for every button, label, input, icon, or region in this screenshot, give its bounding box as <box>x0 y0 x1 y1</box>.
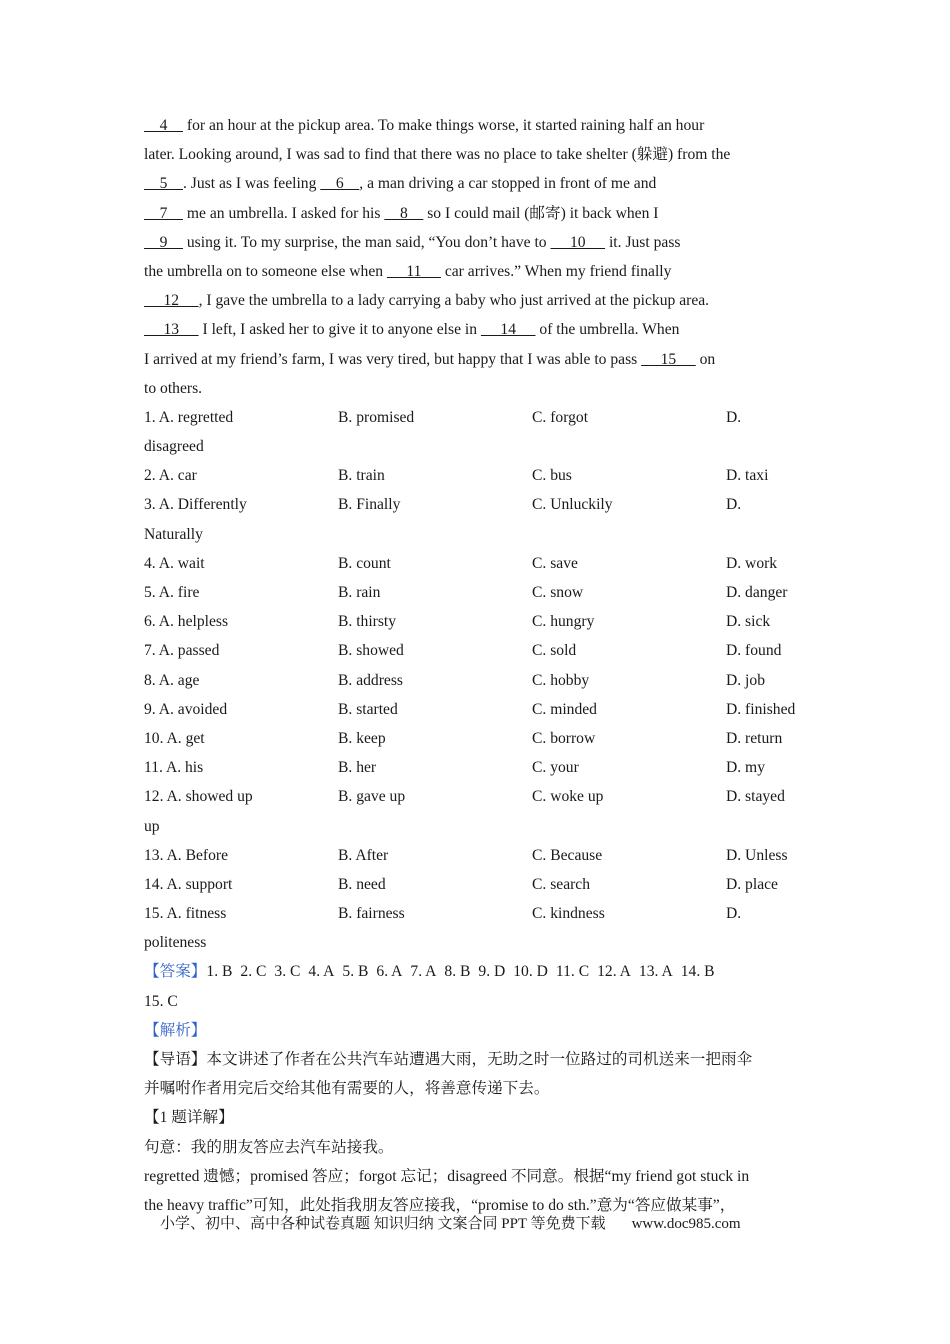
option-b: B. train <box>338 467 385 485</box>
answer-items <box>206 963 722 980</box>
option-d: D. found <box>726 642 782 660</box>
answer-item: 13. A <box>638 963 673 981</box>
answer-item: 15. C <box>144 992 178 1010</box>
option-b: B. gave up <box>338 788 406 806</box>
option-d: D. place <box>726 875 778 893</box>
option-b: B. promised <box>338 408 415 426</box>
option-d: D. <box>726 408 742 426</box>
passage-line-1: 4 for an hour at the pickup area. To make things worse, it started raining half an hour <box>144 117 705 134</box>
passage-line-2: later. Looking around, I was sad to find that there was no place to take shelter (躲避) from the <box>144 146 731 164</box>
option-c: C. save <box>532 554 578 572</box>
option-a: 11. A. his <box>144 759 204 777</box>
option-wrap: up <box>144 817 160 835</box>
passage-line-3: 5 . Just as I was feeling 6 , a man driving a car stopped in front of me and <box>144 175 657 193</box>
option-c: C. hungry <box>532 613 595 631</box>
option-b: B. keep <box>338 729 386 747</box>
answer-item: 12. A <box>597 963 631 981</box>
blank-12: 12 <box>144 292 199 310</box>
option-wrap: Naturally <box>144 525 203 543</box>
option-a: 7. A. passed <box>144 642 220 660</box>
answer-item: 1. B <box>206 963 233 981</box>
option-c: C. Unluckily <box>532 496 613 514</box>
blank-6: 6 <box>320 175 360 193</box>
guide-line-2: 并嘱咐作者用完后交给其他有需要的人，将善意传递下去。 <box>144 1080 550 1098</box>
passage-line-10: to others. <box>144 379 203 397</box>
answer-item: 10. D <box>513 963 548 981</box>
option-a: 12. A. showed up <box>144 788 253 806</box>
q1-detail-title: 【1 题详解】 <box>144 1109 234 1127</box>
blank-9: 9 <box>144 233 183 251</box>
q1-explanation-2: the heavy traffic”可知，此处指我朋友答应接我，“promise to do sth.”意为“答应做某事”， <box>144 1196 736 1214</box>
option-a: 14. A. support <box>144 875 233 893</box>
option-d: D. Unless <box>726 846 788 864</box>
passage-line-4: 7 me an umbrella. I asked for his 8 so I could mail (邮寄) it back when I <box>144 204 659 222</box>
page-footer <box>160 1212 800 1233</box>
option-wrap: disagreed <box>144 438 204 456</box>
option-a: 8. A. age <box>144 671 200 689</box>
option-c: C. kindness <box>532 905 605 923</box>
option-row <box>144 461 814 490</box>
document-page <box>144 111 814 1220</box>
analysis-heading <box>144 1016 814 1045</box>
option-row <box>144 724 814 753</box>
option-b: B. rain <box>338 584 381 601</box>
option-row <box>144 753 814 782</box>
passage-line-5: 9 using it. To my surprise, the man said, “You don’t have to 10 it. Just pass <box>144 233 681 251</box>
option-a: 1. A. regretted <box>144 408 234 426</box>
answer-label: 【答案】 <box>144 963 207 981</box>
option-b: B. her <box>338 759 377 777</box>
option-b: B. address <box>338 671 403 689</box>
option-c: C. borrow <box>532 729 596 747</box>
answer-item: 7. A <box>410 963 437 981</box>
option-c: C. forgot <box>532 408 589 426</box>
option-a: 5. A. fire <box>144 584 200 601</box>
passage-line-8: 13 I left, I asked her to give it to anyone else in 14 of the umbrella. When <box>144 321 680 339</box>
option-row <box>144 870 814 899</box>
option-a: 2. A. car <box>144 467 197 485</box>
passage-line-6: the umbrella on to someone else when 11 car arrives.” When my friend finally <box>144 262 672 280</box>
option-b: B. started <box>338 700 398 718</box>
option-d: D. sick <box>726 613 771 631</box>
option-b: B. need <box>338 875 386 893</box>
blank-5: 5 <box>144 175 183 193</box>
option-row <box>144 403 814 432</box>
blank-8: 8 <box>384 204 424 222</box>
option-d: D. danger <box>726 584 788 601</box>
option-row <box>144 607 814 636</box>
answer-item: 14. B <box>680 963 715 981</box>
option-d: D. <box>726 496 742 514</box>
option-row <box>144 782 814 811</box>
option-d: D. my <box>726 759 765 777</box>
option-c: C. woke up <box>532 788 604 806</box>
option-row <box>144 899 814 928</box>
answer-line-2 <box>144 987 814 1016</box>
option-row <box>144 636 814 665</box>
option-row <box>144 841 814 870</box>
passage-line-9: I arrived at my friend’s farm, I was very tired, but happy that I was able to pass 15 on <box>144 350 716 368</box>
option-b: B. Finally <box>338 496 401 514</box>
answer-item: 6. A <box>376 963 403 981</box>
passage-line-7: 12 , I gave the umbrella to a lady carrying a baby who just arrived at the pickup area. <box>144 292 710 310</box>
answer-item: 9. D <box>478 963 506 981</box>
option-c: C. search <box>532 875 591 893</box>
answer-item: 2. C <box>240 963 267 981</box>
footer-url[interactable]: www.doc985.com <box>631 1216 741 1232</box>
blank-10: 10 <box>550 233 606 251</box>
blank-7: 7 <box>144 204 183 222</box>
option-c: C. snow <box>532 584 584 601</box>
answer-item: 11. C <box>555 963 590 981</box>
option-c: C. Because <box>532 846 603 864</box>
blank-14: 14 <box>480 321 536 339</box>
option-b: B. After <box>338 846 389 864</box>
option-a: 3. A. Differently <box>144 496 247 514</box>
option-wrap: politeness <box>144 934 207 952</box>
option-d: D. taxi <box>726 467 769 485</box>
option-b: B. fairness <box>338 905 405 923</box>
answer-line <box>144 957 814 986</box>
blank-13: 13 <box>144 321 199 339</box>
options-list <box>144 403 814 958</box>
option-d: D. <box>726 905 742 923</box>
option-row <box>144 490 814 519</box>
option-a: 10. A. get <box>144 729 205 747</box>
passage <box>144 111 814 403</box>
blank-15: 15 <box>641 350 696 368</box>
footer-text: 小学、初中、高中各种试卷真题 知识归纳 文案合同 PPT 等免费下载 <box>160 1216 606 1232</box>
option-a: 15. A. fitness <box>144 905 227 923</box>
option-c: C. bus <box>532 467 572 485</box>
blank-4: 4 <box>144 117 183 134</box>
option-d: D. finished <box>726 700 796 718</box>
option-a: 4. A. wait <box>144 554 205 572</box>
q1-sentence-meaning: 句意：我的朋友答应去汽车站接我。 <box>144 1138 394 1156</box>
blank-11: 11 <box>386 262 441 280</box>
option-row <box>144 578 814 607</box>
option-c: C. hobby <box>532 671 590 689</box>
option-b: B. count <box>338 554 391 572</box>
option-c: C. your <box>532 759 579 777</box>
option-row <box>144 549 814 578</box>
option-b: B. thirsty <box>338 613 397 631</box>
answer-item: 4. A <box>308 963 335 981</box>
option-b: B. showed <box>338 642 404 660</box>
option-row <box>144 666 814 695</box>
option-d: D. work <box>726 554 778 572</box>
option-row <box>144 695 814 724</box>
answer-item: 8. B <box>444 963 471 981</box>
option-a: 6. A. helpless <box>144 613 229 631</box>
option-c: C. minded <box>532 700 597 718</box>
answer-item: 3. C <box>274 963 301 981</box>
option-a: 13. A. Before <box>144 846 229 864</box>
q1-explanation-1: regretted 遗憾；promised 答应；forgot 忘记；disagreed 不同意。根据“my friend got stuck in <box>144 1167 750 1185</box>
option-d: D. return <box>726 729 783 747</box>
option-c: C. sold <box>532 642 577 660</box>
option-a: 9. A. avoided <box>144 700 228 718</box>
option-d: D. job <box>726 671 765 689</box>
option-d: D. stayed <box>726 788 785 806</box>
guide-line-1: 【导语】本文讲述了作者在公共汽车站遭遇大雨，无助之时一位路过的司机送来一把雨伞 <box>144 1051 753 1068</box>
analysis-label: 【解析】 <box>144 1021 207 1039</box>
answer-item: 5. B <box>342 963 369 981</box>
